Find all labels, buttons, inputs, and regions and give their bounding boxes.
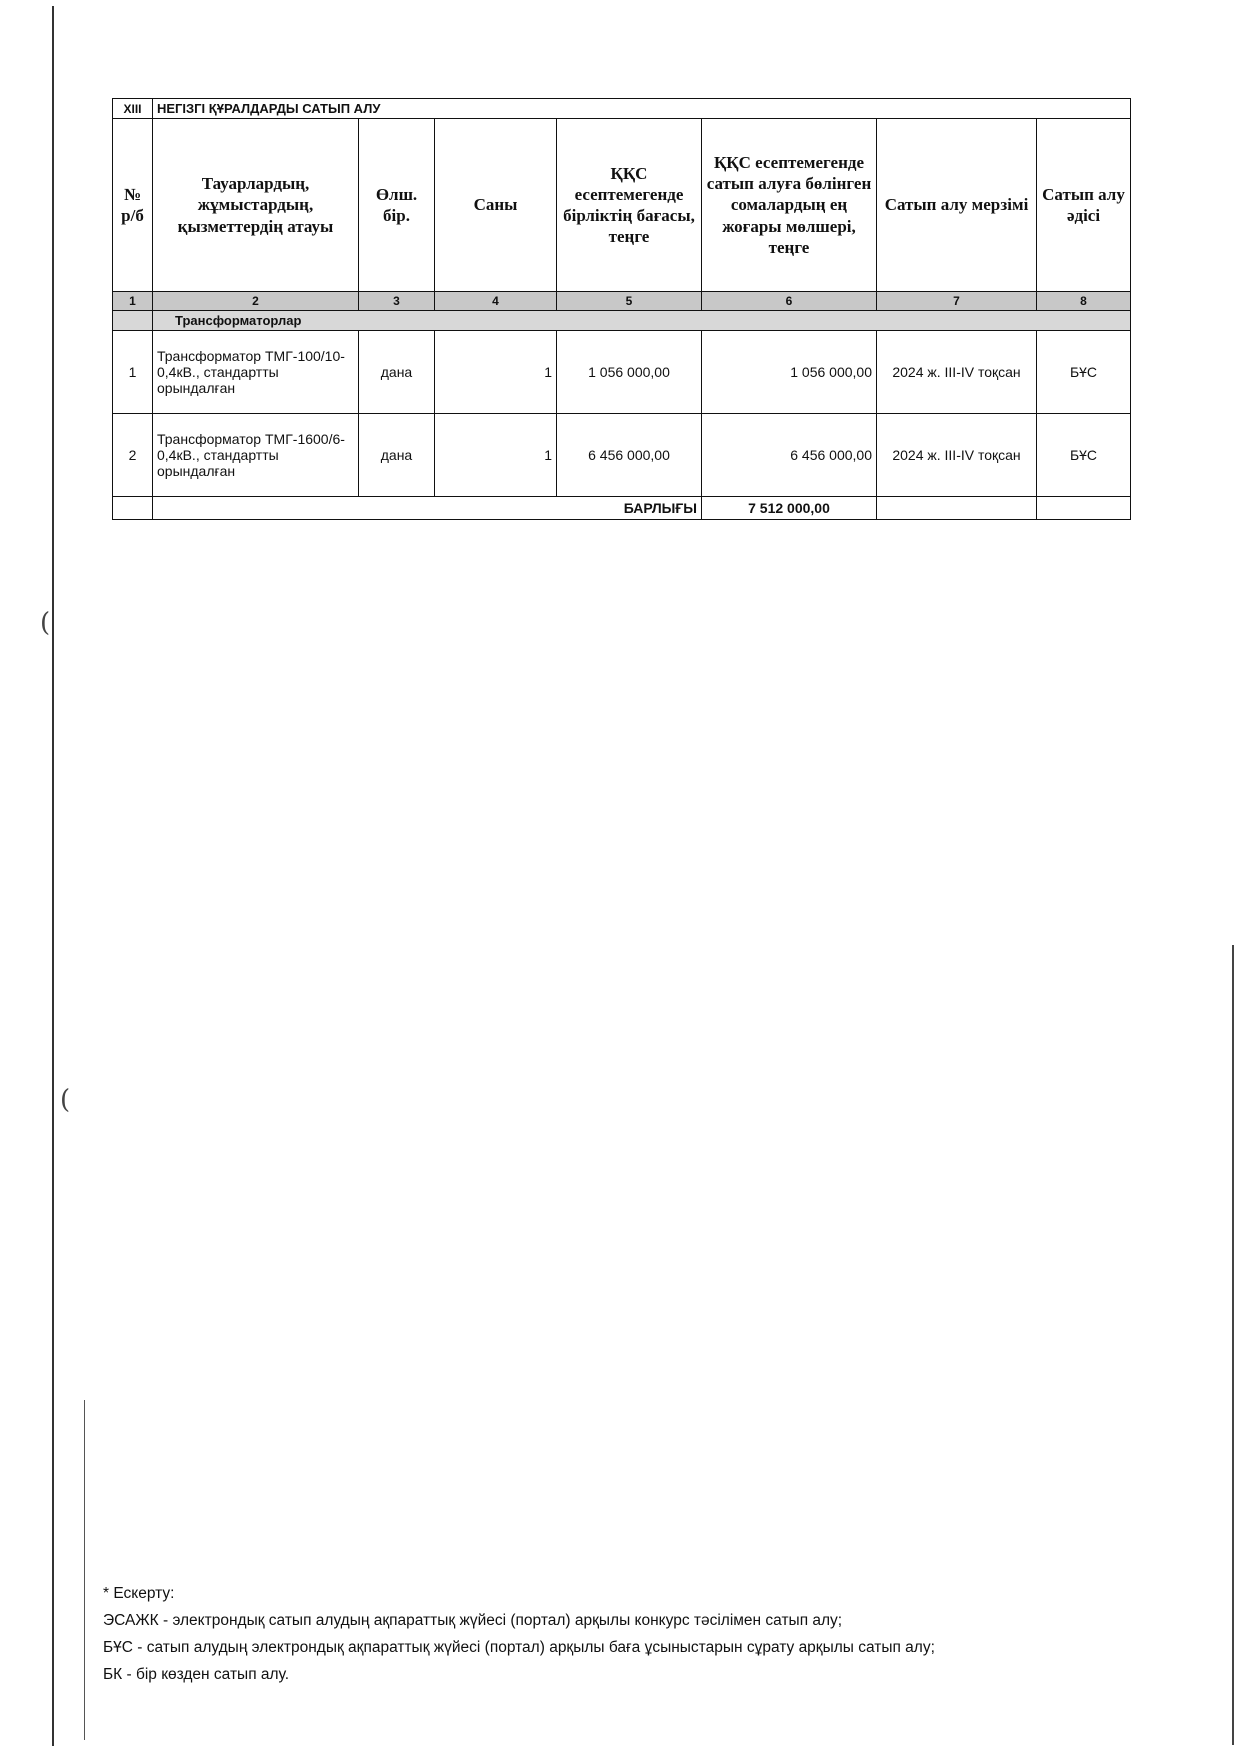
row-term: 2024 ж. III-IV тоқсан (877, 414, 1037, 497)
row-no: 2 (113, 414, 153, 497)
column-number: 8 (1037, 292, 1131, 311)
footnote-line: БҰС - сатып алудың электрондық ақпараттық жүйесі (портал) арқылы баға ұсыныстарын сұрату арқылы сатып алу; (103, 1639, 935, 1656)
total-row (113, 497, 1131, 520)
row-method: БҰС (1037, 331, 1131, 414)
hole-punch-mark: ( (60, 1085, 71, 1115)
column-header-row (113, 119, 1131, 292)
header-amount: ҚҚС есептемегенде сатып алуға бөлінген сомалардың ең жоғары мөлшері, теңге (702, 119, 877, 292)
header-price: ҚҚС есептемегенде бірліктің бағасы, теңге (557, 119, 702, 292)
total-amount: 7 512 000,00 (702, 497, 877, 520)
row-qty: 1 (435, 331, 557, 414)
table-row (113, 331, 1131, 414)
group-name: Трансформаторлар (153, 311, 1131, 331)
scan-edge-line (52, 6, 54, 1746)
group-row (113, 311, 1131, 331)
column-number: 1 (113, 292, 153, 311)
column-number: 4 (435, 292, 557, 311)
column-number: 5 (557, 292, 702, 311)
footnote (103, 1580, 1203, 1688)
scan-edge-line (1232, 945, 1234, 1745)
footnote-title: * Ескерту: (103, 1585, 175, 1602)
total-spacer (877, 497, 1037, 520)
section-number: XIII (113, 99, 153, 119)
column-number: 7 (877, 292, 1037, 311)
header-unit: Өлш. бір. (359, 119, 435, 292)
row-amount: 6 456 000,00 (702, 414, 877, 497)
row-unit: дана (359, 331, 435, 414)
total-spacer (1037, 497, 1131, 520)
column-number: 2 (153, 292, 359, 311)
header-no: № р/б (113, 119, 153, 292)
header-name: Тауарлардың, жұмыстардың, қызметтердің атауы (153, 119, 359, 292)
table-row (113, 414, 1131, 497)
column-number: 6 (702, 292, 877, 311)
section-title: НЕГІЗГІ ҚҰРАЛДАРДЫ САТЫП АЛУ (153, 99, 1131, 119)
row-price: 1 056 000,00 (557, 331, 702, 414)
hole-punch-mark: ( (40, 608, 51, 638)
footnote-line: БК - бір көзден сатып алу. (103, 1666, 290, 1683)
group-spacer (113, 311, 153, 331)
header-term: Сатып алу мерзімі (877, 119, 1037, 292)
row-qty: 1 (435, 414, 557, 497)
section-header-row (113, 99, 1131, 119)
row-amount: 1 056 000,00 (702, 331, 877, 414)
row-no: 1 (113, 331, 153, 414)
total-spacer (113, 497, 153, 520)
row-name: Трансформатор ТМГ-1600/6-0,4кВ., стандартты орындалған (153, 414, 359, 497)
column-number: 3 (359, 292, 435, 311)
row-name: Трансформатор ТМГ-100/10-0,4кВ., стандартты орындалған (153, 331, 359, 414)
scan-edge-line (84, 1400, 85, 1740)
column-number-row (113, 292, 1131, 311)
row-unit: дана (359, 414, 435, 497)
row-method: БҰС (1037, 414, 1131, 497)
procurement-table (112, 98, 1131, 520)
total-label: БАРЛЫҒЫ (153, 497, 702, 520)
row-term: 2024 ж. III-IV тоқсан (877, 331, 1037, 414)
row-price: 6 456 000,00 (557, 414, 702, 497)
header-qty: Саны (435, 119, 557, 292)
header-method: Сатып алу әдісі (1037, 119, 1131, 292)
footnote-line: ЭСАЖК - электрондық сатып алудың ақпараттық жүйесі (портал) арқылы конкурс тәсілімен сатып алу; (103, 1612, 843, 1629)
